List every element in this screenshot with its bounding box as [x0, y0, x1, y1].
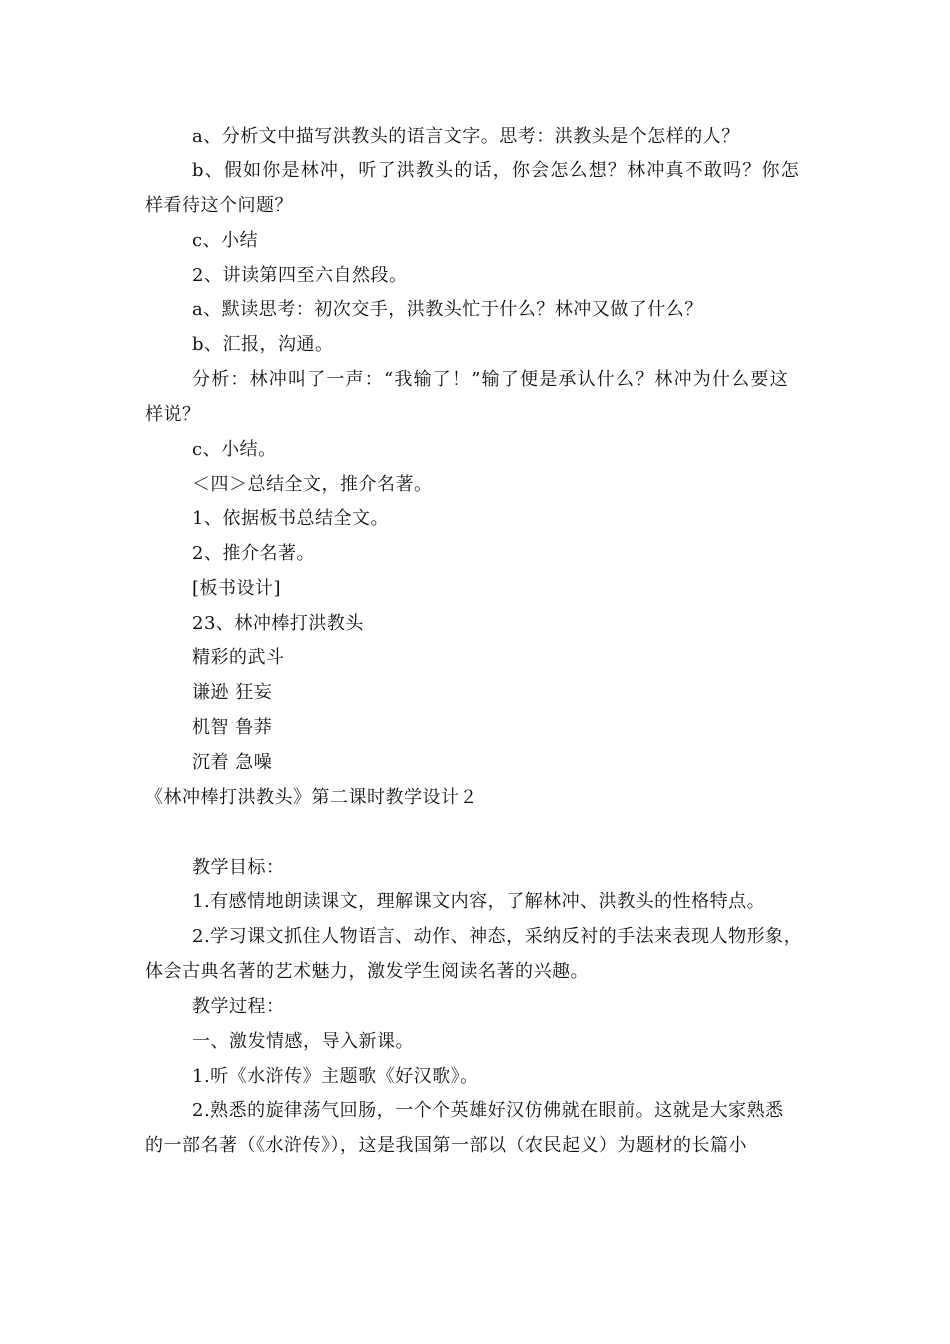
section-title: 《林冲棒打洪教头》第二课时教学设计２ — [145, 787, 478, 808]
text-line: 教学目标： — [192, 857, 285, 878]
text-line: 2.学习课文抓住人物语言、动作、神态，采纳反衬的手法来表现人物形象， — [192, 926, 803, 947]
text-line: c、小结 — [192, 230, 259, 251]
text-line: 样看待这个问题？ — [145, 195, 293, 216]
text-line: 1.有感情地朗读课文，理解课文内容，了解林冲、洪教头的性格特点。 — [192, 891, 766, 912]
text-line: 沉着 急噪 — [192, 752, 273, 773]
text-line: 谦逊 狂妄 — [192, 682, 273, 703]
text-line: c、小结。 — [192, 439, 277, 460]
text-line: 机智 鲁莽 — [192, 717, 273, 738]
text-line: 体会古典名著的艺术魅力，激发学生阅读名著的兴趣。 — [145, 961, 589, 982]
text-line: 教学过程： — [192, 996, 285, 1017]
text-line: b、假如你是林冲，听了洪教头的话，你会怎么想？林冲真不敢吗？你怎 — [192, 160, 800, 181]
text-line: 2、讲读第四至六自然段。 — [192, 265, 408, 286]
text-line: 2.熟悉的旋律荡气回肠，一个个英雄好汉仿佛就在眼前。这就是大家熟悉 — [192, 1100, 784, 1121]
text-line: ＜四＞总结全文，推介名著。 — [192, 474, 433, 495]
text-line: a、分析文中描写洪教头的语言文字。思考：洪教头是个怎样的人？ — [192, 126, 740, 147]
text-line: 的一部名著（《水浒传》），这是我国第一部以（农民起义）为题材的长篇小 — [145, 1135, 747, 1156]
text-line: b、汇报，沟通。 — [192, 334, 334, 355]
text-line: 2、推介名著。 — [192, 543, 315, 564]
text-line: 精彩的武斗 — [192, 647, 285, 668]
text-line: 一、激发情感，导入新课。 — [192, 1031, 414, 1052]
text-line: 分析：林冲叫了一声：“我输了！”输了便是承认什么？林冲为什么要这 — [192, 369, 789, 390]
text-line: 样说？ — [145, 404, 201, 425]
text-line: a、默读思考：初次交手，洪教头忙于什么？林冲又做了什么？ — [192, 299, 703, 320]
text-line: 23、林冲棒打洪教头 — [192, 613, 364, 634]
text-line: [板书设计] — [192, 578, 282, 599]
text-line: 1.听《水浒传》主题歌《好汉歌》。 — [192, 1066, 479, 1087]
text-line: 1、依据板书总结全文。 — [192, 508, 389, 529]
